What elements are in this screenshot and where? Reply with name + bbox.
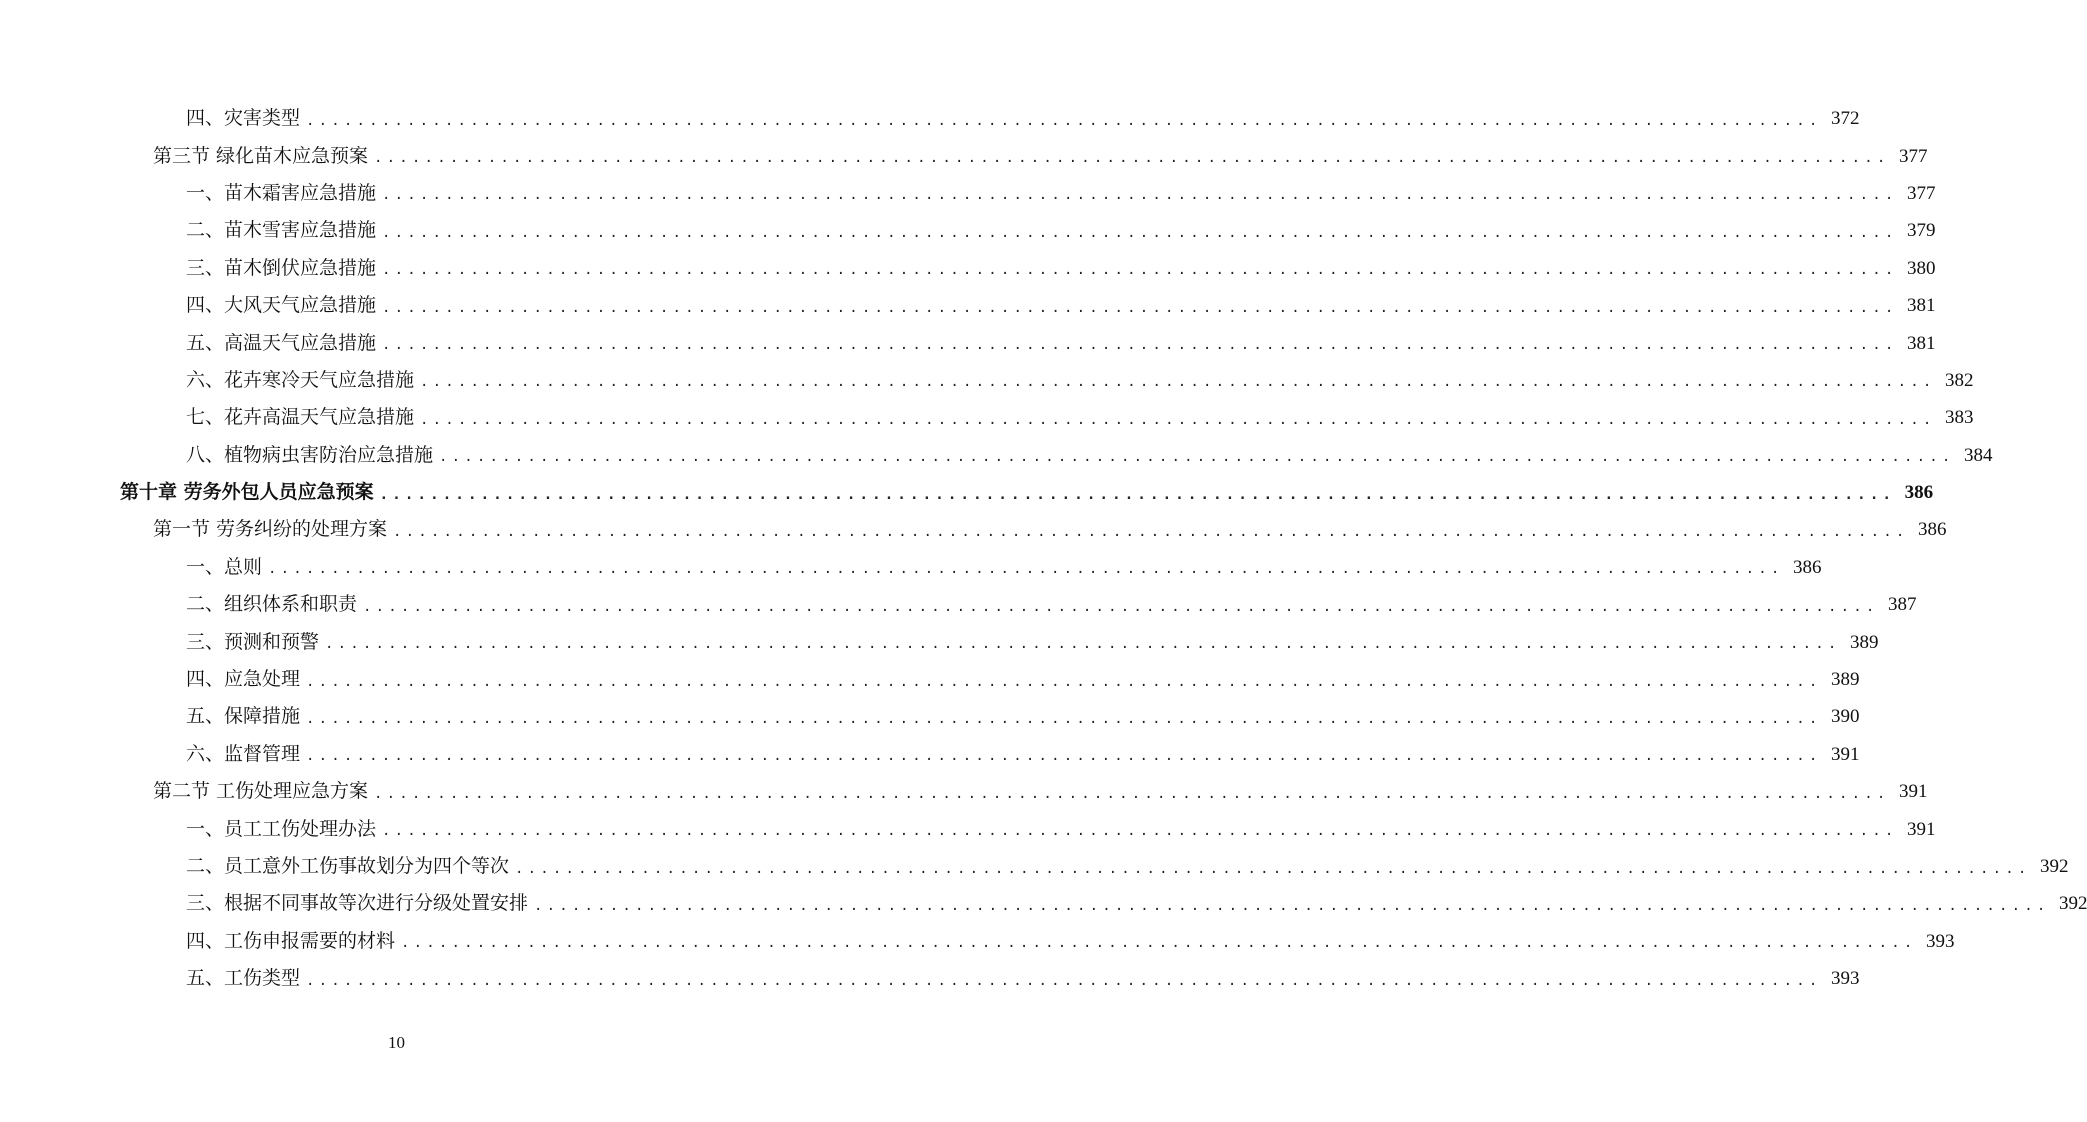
toc-entry-page: 391 [1906,818,1936,840]
toc-leader-dots: ........................................................................................................................ [306,112,1822,129]
toc-leader-dots: ........................................................................................................................ [306,972,1822,989]
toc-entry-page: 386 [1904,482,1934,504]
toc-entry-title: 四、应急处理 [186,668,301,691]
toc-entry-title: 第一节 劳务纠纷的处理方案 [153,518,388,541]
toc-leader-dots: ........................................................................................................................ [439,449,1955,466]
toc-entry-page: 386 [1918,519,1947,541]
toc-entry-page: 392 [2039,856,2069,877]
toc-entry-page: 382 [1944,369,1974,391]
toc-leader-dots: ........................................................................................................................ [382,337,1898,354]
toc-leader-dots: ........................................................................................................................ [515,860,2031,877]
toc-entry-title: 四、大风天气应急措施 [186,294,377,317]
toc-entry-title: 第十章 劳务外包人员应急预案 [120,481,374,504]
toc-item-entry[interactable] [0,885,2087,922]
toc-entry-page: 393 [1925,930,1955,952]
toc-entry-title: 二、员工意外工伤事故划分为四个等次 [186,855,510,877]
toc-entry-title: 六、花卉寒冷天气应急措施 [186,368,415,391]
toc-item-entry[interactable] [0,362,1974,399]
toc-item-entry[interactable] [0,586,1917,623]
toc-entry-page: 391 [1899,781,1928,803]
toc-chapter-entry[interactable] [0,474,1934,511]
toc-entry-page: 393 [1830,968,1860,990]
toc-entry-title: 一、总则 [186,555,263,578]
toc-entry-title: 五、高温天气应急措施 [186,331,377,354]
toc-section-entry[interactable] [0,773,1928,810]
toc-item-entry[interactable] [0,399,1974,436]
toc-item-entry[interactable] [0,736,1860,773]
toc-item-entry[interactable] [0,623,1879,660]
toc-leader-dots: ........................................................................................................................ [382,823,1898,840]
toc-entry-page: 386 [1792,556,1822,578]
toc-item-entry[interactable] [0,175,1936,212]
toc-item-entry[interactable] [0,437,1993,474]
toc-leader-dots: ........................................................................................................................ [379,486,1896,503]
toc-entry-title: 六、监督管理 [186,742,301,765]
toc-leader-dots: ........................................................................................................................ [268,561,1784,578]
toc-entry-page: 387 [1887,594,1917,616]
toc-item-entry[interactable] [0,549,1822,586]
toc-section-entry[interactable] [0,511,1947,548]
toc-entry-page: 389 [1849,631,1879,653]
toc-item-entry[interactable] [0,923,1955,960]
toc-leader-dots: ........................................................................................................................ [306,710,1822,727]
toc-item-entry[interactable] [0,212,1936,249]
toc-item-entry[interactable] [0,324,1936,361]
toc-leader-dots: ........................................................................................................................ [363,598,1879,615]
toc-leader-dots: ........................................................................................................................ [401,935,1917,952]
toc-entry-title: 三、苗木倒伏应急措施 [186,256,377,279]
toc-item-entry[interactable] [0,848,2069,885]
toc-entry-page: 372 [1830,108,1860,130]
toc-leader-dots: ........................................................................................................................ [374,150,1890,167]
toc-entry-title: 三、预测和预警 [186,630,320,653]
toc-entry-title: 五、保障措施 [186,705,301,728]
table-of-contents [0,100,2087,997]
toc-entry-title: 第二节 工伤处理应急方案 [153,780,369,803]
toc-leader-dots: ........................................................................................................................ [325,636,1841,653]
toc-entry-page: 377 [1906,182,1936,204]
toc-item-entry[interactable] [0,661,1860,698]
page-number: 10 [388,1033,405,1052]
toc-entry-page: 381 [1906,332,1936,354]
toc-section-entry[interactable] [0,137,1928,174]
toc-leader-dots: ........................................................................................................................ [420,411,1936,428]
toc-entry-title: 一、员工工伤处理办法 [186,817,377,840]
toc-entry-page: 379 [1906,220,1936,242]
toc-entry-title: 一、苗木霜害应急措施 [186,181,377,204]
toc-item-entry[interactable] [0,250,1936,287]
toc-entry-title: 二、苗木雪害应急措施 [186,219,377,242]
toc-leader-dots: ........................................................................................................................ [393,523,1909,540]
toc-leader-dots: ........................................................................................................................ [306,673,1822,690]
toc-leader-dots: ........................................................................................................................ [382,262,1898,279]
toc-entry-page: 380 [1906,257,1936,279]
toc-leader-dots: ........................................................................................................................ [420,374,1936,391]
toc-leader-dots: ........................................................................................................................ [306,748,1822,765]
toc-entry-title: 第三节 绿化苗木应急预案 [153,144,369,167]
toc-item-entry[interactable] [0,698,1860,735]
toc-entry-page: 391 [1830,743,1860,765]
toc-entry-title: 八、植物病虫害防治应急措施 [186,443,434,466]
toc-leader-dots: ........................................................................................................................ [382,187,1898,204]
toc-entry-title: 四、工伤申报需要的材料 [186,929,396,952]
toc-entry-page: 383 [1944,407,1974,429]
toc-entry-title: 七、花卉高温天气应急措施 [186,406,415,429]
toc-entry-title: 二、组织体系和职责 [186,593,358,616]
toc-entry-page: 390 [1830,706,1860,728]
toc-entry-page: 392 [2058,893,2087,915]
toc-entry-title: 四、灾害类型 [186,107,301,130]
toc-item-entry[interactable] [0,810,1936,847]
toc-leader-dots: ........................................................................................................................ [374,785,1890,802]
toc-leader-dots: ........................................................................................................................ [534,897,2050,914]
toc-entry-page: 377 [1899,145,1928,167]
toc-entry-title: 三、根据不同事故等次进行分级处置安排 [186,892,529,915]
toc-entry-title: 五、工伤类型 [186,967,301,990]
toc-entry-page: 384 [1963,444,1993,466]
toc-item-entry[interactable] [0,287,1936,324]
toc-item-entry[interactable] [0,100,1860,137]
toc-leader-dots: ........................................................................................................................ [382,299,1898,316]
toc-entry-page: 381 [1906,295,1936,317]
toc-leader-dots: ........................................................................................................................ [382,224,1898,241]
toc-entry-page: 389 [1830,669,1860,691]
toc-item-entry[interactable] [0,960,1860,997]
